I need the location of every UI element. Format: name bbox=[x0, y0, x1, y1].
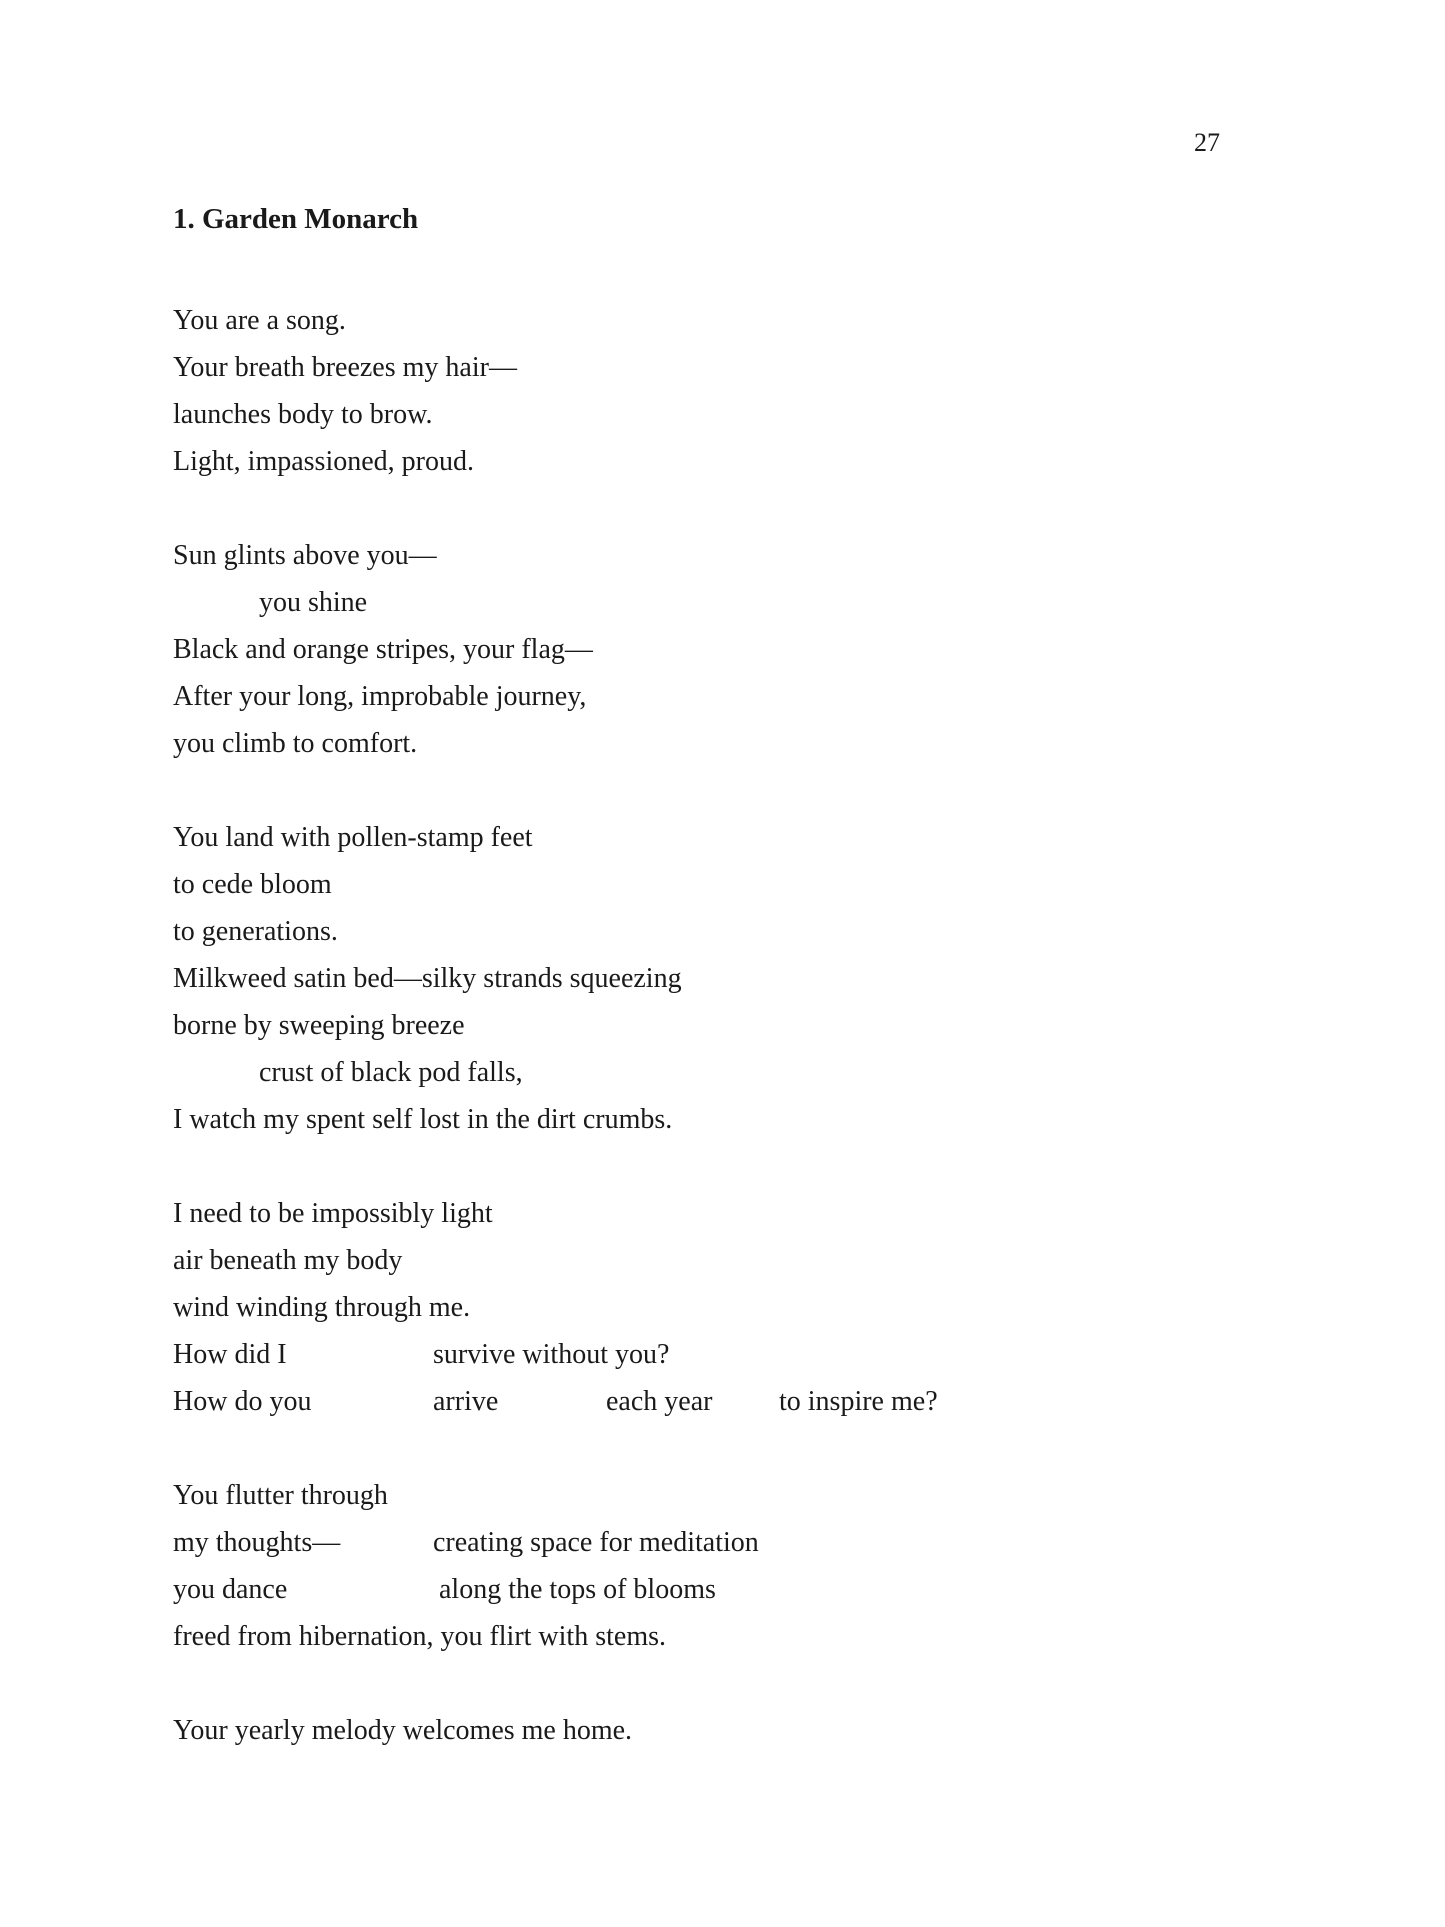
poem-line: Your yearly melody welcomes me home. bbox=[173, 1715, 633, 1746]
poem-line-spaced bbox=[173, 1519, 1273, 1566]
line-segment: to inspire me? bbox=[779, 1386, 938, 1417]
line-segment: How did I bbox=[173, 1339, 287, 1370]
stanza-1 bbox=[173, 297, 1273, 485]
poem-line-indented: you shine bbox=[259, 587, 368, 618]
poem-line: wind winding through me. bbox=[173, 1292, 471, 1323]
poem-line: Your breath breezes my hair— bbox=[173, 352, 517, 383]
poem-line: You are a song. bbox=[173, 305, 346, 336]
line-segment: you dance bbox=[173, 1574, 288, 1605]
line-segment: arrive bbox=[433, 1386, 499, 1417]
line-segment: my thoughts— bbox=[173, 1527, 341, 1558]
page-number: 27 bbox=[1194, 128, 1220, 157]
poem-line: to cede bloom bbox=[173, 869, 332, 900]
line-segment: creating space for meditation bbox=[433, 1527, 759, 1558]
poem-line: You land with pollen-stamp feet bbox=[173, 822, 533, 853]
poem-line-spaced bbox=[173, 1566, 1273, 1613]
poem-line: After your long, improbable journey, bbox=[173, 681, 587, 712]
poem-line: launches body to brow. bbox=[173, 399, 433, 430]
stanza-4 bbox=[173, 1190, 1273, 1425]
poem-line: freed from hibernation, you flirt with stems. bbox=[173, 1621, 666, 1652]
line-segment: along the tops of blooms bbox=[439, 1574, 716, 1605]
poem-line: I watch my spent self lost in the dirt crumbs. bbox=[173, 1104, 673, 1135]
stanza-2 bbox=[173, 532, 1273, 767]
line-segment: each year bbox=[606, 1386, 713, 1417]
poem-line: to generations. bbox=[173, 916, 338, 947]
poem-body bbox=[173, 297, 1273, 1801]
poem-line: borne by sweeping breeze bbox=[173, 1010, 465, 1041]
stanza-6 bbox=[173, 1707, 1273, 1754]
poem-title: 1. Garden Monarch bbox=[173, 203, 419, 235]
poem-line-spaced bbox=[173, 1378, 1273, 1425]
line-segment: How do you bbox=[173, 1386, 312, 1417]
poem-line-indented: crust of black pod falls, bbox=[259, 1057, 523, 1088]
poem-line: Black and orange stripes, your flag— bbox=[173, 634, 593, 665]
poem-line: Sun glints above you— bbox=[173, 540, 437, 571]
poem-line: I need to be impossibly light bbox=[173, 1198, 493, 1229]
poem-line: you climb to comfort. bbox=[173, 728, 418, 759]
poem-line: You flutter through bbox=[173, 1480, 388, 1511]
poem-line: Light, impassioned, proud. bbox=[173, 446, 474, 477]
line-segment: survive without you? bbox=[433, 1339, 670, 1370]
poem-line: air beneath my body bbox=[173, 1245, 403, 1276]
poem-line: Milkweed satin bed—silky strands squeezing bbox=[173, 963, 682, 994]
stanza-5 bbox=[173, 1472, 1273, 1660]
poem-line-spaced bbox=[173, 1331, 1273, 1378]
stanza-3 bbox=[173, 814, 1273, 1143]
